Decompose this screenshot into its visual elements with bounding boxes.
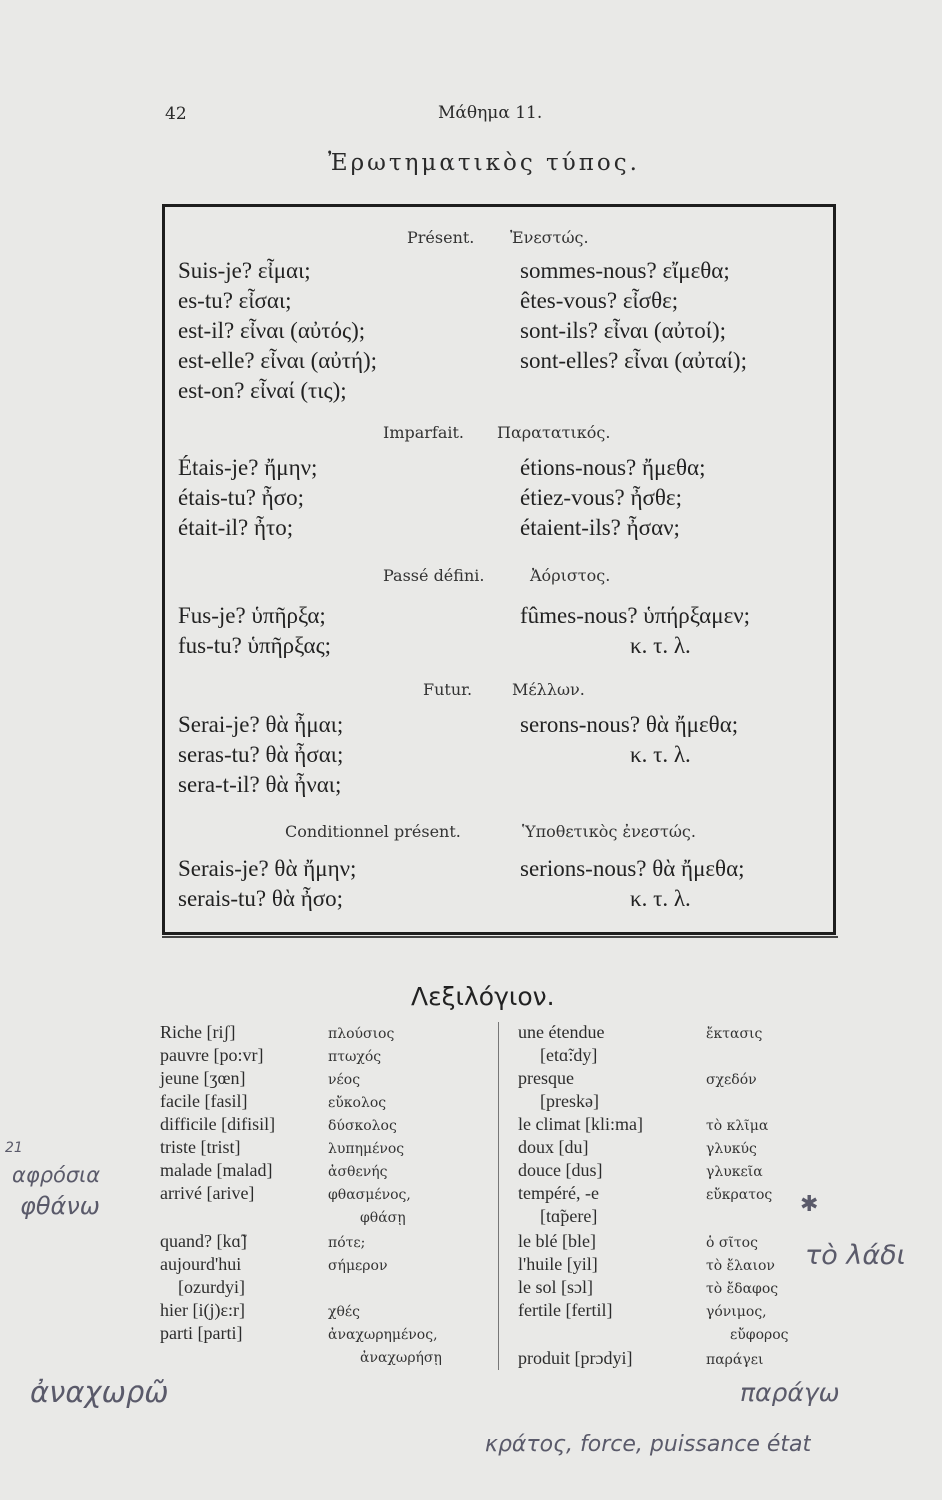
page-number: 42 bbox=[165, 104, 187, 124]
vocab-left-fr-3: jeune [ʒœn] bbox=[160, 1068, 246, 1088]
conditional-right-2: κ. τ. λ. bbox=[630, 886, 691, 911]
passe-heading-gr: Ἀόριστος. bbox=[530, 566, 611, 585]
vocab-right-gr-2: σχεδόν bbox=[706, 1072, 757, 1088]
handwritten-note-left-2: φθάνω bbox=[20, 1192, 100, 1220]
vocab-right-gr-7: ὁ σῖτος bbox=[706, 1235, 758, 1251]
future-left-3: sera-t-il? θὰ ἦναι; bbox=[178, 772, 342, 797]
page-subtitle: Ἐρωτηματικὸς τύπος. bbox=[328, 150, 640, 176]
vocab-right-fr-2: [etɑ̃:dy] bbox=[540, 1045, 598, 1065]
vocabulary-divider bbox=[498, 1022, 499, 1370]
imperfect-heading-fr: Imparfait. bbox=[383, 423, 465, 442]
vocab-left-fr-6: triste [trist] bbox=[160, 1137, 241, 1157]
handwritten-note-bottom: κράτος, force, puissance état bbox=[485, 1432, 812, 1457]
future-left-1: Serai-je? θὰ ἦμαι; bbox=[178, 712, 344, 737]
vocab-left-gr-7: ἀσθενής bbox=[328, 1164, 388, 1180]
vocab-left-fr-4: facile [fasil] bbox=[160, 1091, 248, 1111]
future-right-2: κ. τ. λ. bbox=[630, 742, 691, 767]
vocab-left-fr-8: arrivé [arive] bbox=[160, 1183, 255, 1203]
future-heading-fr: Futur. bbox=[423, 680, 473, 699]
present-right-4: sont-elles? εἶναι (αὐταί); bbox=[520, 348, 747, 373]
vocab-right-fr-10: le blé [ble] bbox=[518, 1231, 596, 1251]
lesson-title: Μάθημα 11. bbox=[438, 103, 543, 123]
vocab-right-gr-10: γόνιμος, bbox=[706, 1304, 767, 1320]
conditional-left-2: serais-tu? θὰ ἦσο; bbox=[178, 886, 344, 911]
passe-right-2: κ. τ. λ. bbox=[630, 633, 691, 658]
vocab-left-gr-11: σήμερον bbox=[328, 1258, 388, 1274]
vocab-left-gr-6: λυπημένος bbox=[328, 1141, 405, 1157]
vocab-right-fr-6: doux [du] bbox=[518, 1137, 589, 1157]
vocab-left-gr-8: φθασμένος, bbox=[328, 1187, 411, 1203]
vocab-right-fr-8: tempéré, -e bbox=[518, 1183, 599, 1203]
imperfect-left-2: étais-tu? ἦσο; bbox=[178, 485, 304, 510]
present-left-5: est-on? εἶναί (τις); bbox=[178, 378, 347, 403]
vocab-left-gr-2: πτωχός bbox=[328, 1049, 382, 1065]
present-left-1: Suis-je? εἶμαι; bbox=[178, 258, 311, 283]
vocab-left-fr-5: difficile [difisil] bbox=[160, 1114, 276, 1134]
conditional-right-1: serions-nous? θὰ ἤμεθα; bbox=[520, 856, 745, 881]
vocab-left-fr-13: parti [parti] bbox=[160, 1323, 243, 1343]
conditional-left-1: Serais-je? θὰ ἤμην; bbox=[178, 856, 357, 881]
vocab-right-gr-9: τὸ ἔδαφος bbox=[706, 1281, 779, 1297]
vocab-left-fr-12: hier [i(j)ɛ:r] bbox=[160, 1300, 246, 1320]
vocab-left-fr-7: malade [malad] bbox=[160, 1160, 273, 1180]
vocab-right-fr-11: l'huile [yil] bbox=[518, 1254, 598, 1274]
vocab-left-gr-3: νέος bbox=[328, 1072, 361, 1088]
future-left-2: seras-tu? θὰ ἦσαι; bbox=[178, 742, 344, 767]
passe-right-1: fûmes-nous? ὑπήρξαμεν; bbox=[520, 603, 751, 628]
present-heading-gr: Ἐνεστώς. bbox=[510, 228, 589, 247]
vocab-left-gr-14: ἀναχωρήσῃ bbox=[360, 1350, 442, 1366]
vocab-left-gr-5: δύσκολος bbox=[328, 1118, 397, 1134]
handwritten-note-right-1: τὸ λάδι bbox=[805, 1240, 906, 1271]
handwritten-number: 21 bbox=[5, 1140, 23, 1156]
imperfect-right-1: étions-nous? ἤμεθα; bbox=[520, 455, 706, 480]
vocab-left-gr-4: εὔκολος bbox=[328, 1095, 387, 1111]
vocab-right-gr-6: εὔκρατος bbox=[706, 1187, 773, 1203]
present-left-4: est-elle? εἶναι (αὐτή); bbox=[178, 348, 378, 373]
present-left-3: est-il? εἶναι (αὐτός); bbox=[178, 318, 366, 343]
vocab-right-fr-1: une étendue bbox=[518, 1022, 605, 1042]
passe-heading-fr: Passé défini. bbox=[383, 566, 485, 585]
present-right-2: êtes-vous? εἶσθε; bbox=[520, 288, 679, 313]
imperfect-left-1: Étais-je? ἤμην; bbox=[178, 455, 318, 480]
vocab-right-fr-13: fertile [fertil] bbox=[518, 1300, 613, 1320]
handwritten-note-left-1: αφρόσια bbox=[12, 1163, 101, 1187]
vocab-left-fr-11: [ozurdyi] bbox=[178, 1277, 245, 1297]
handwritten-note-left-3: ἀναχωρῶ bbox=[30, 1375, 169, 1409]
table-bottom-rule bbox=[162, 936, 838, 938]
vocab-right-gr-3: τὸ κλῖμα bbox=[706, 1118, 769, 1134]
vocab-right-fr-4: [preskə] bbox=[540, 1091, 599, 1111]
future-right-1: serons-nous? θὰ ἤμεθα; bbox=[520, 712, 739, 737]
vocab-right-fr-7: douce [dus] bbox=[518, 1160, 603, 1180]
handwritten-note-right-2: παράγω bbox=[740, 1378, 840, 1407]
passe-left-2: fus-tu? ὑπῆρξας; bbox=[178, 633, 332, 658]
vocab-left-fr-10: aujourd'hui bbox=[160, 1254, 242, 1274]
vocab-left-fr-2: pauvre [po:vr] bbox=[160, 1045, 264, 1065]
vocab-right-gr-1: ἔκτασις bbox=[706, 1026, 763, 1042]
vocab-right-gr-11: εὔφορος bbox=[730, 1327, 789, 1343]
vocab-right-gr-12: παράγει bbox=[706, 1352, 764, 1368]
vocab-left-gr-13: ἀναχωρημένος, bbox=[328, 1327, 438, 1343]
vocab-right-fr-9: [tɑ̃pere] bbox=[540, 1206, 598, 1226]
present-heading-fr: Présent. bbox=[407, 228, 475, 247]
vocab-right-fr-14: produit [prɔdyi] bbox=[518, 1348, 633, 1368]
vocab-right-gr-4: γλυκύς bbox=[706, 1141, 757, 1157]
imperfect-left-3: était-il? ἦτο; bbox=[178, 515, 294, 540]
vocab-right-gr-8: τὸ ἔλαιον bbox=[706, 1258, 775, 1274]
future-heading-gr: Μέλλων. bbox=[512, 680, 585, 699]
present-right-1: sommes-nous? εἴμεθα; bbox=[520, 258, 730, 283]
conditional-heading-gr: Ὑποθετικὸς ἐνεστώς. bbox=[522, 822, 696, 841]
passe-left-1: Fus-je? ὑπῆρξα; bbox=[178, 603, 326, 628]
vocabulary-title: Λεξιλόγιον. bbox=[411, 982, 555, 1011]
present-right-3: sont-ils? εἶναι (αὐτοί); bbox=[520, 318, 727, 343]
imperfect-right-3: étaient-ils? ἦσαν; bbox=[520, 515, 680, 540]
vocab-right-fr-12: le sol [sɔl] bbox=[518, 1277, 593, 1297]
present-left-2: es-tu? εἶσαι; bbox=[178, 288, 292, 313]
vocab-left-fr-9: quand? [kɑ̃] bbox=[160, 1231, 247, 1251]
vocab-right-gr-5: γλυκεῖα bbox=[706, 1164, 763, 1180]
vocab-left-gr-10: πότε; bbox=[328, 1235, 366, 1251]
vocab-left-fr-1: Riche [riʃ] bbox=[160, 1022, 236, 1042]
handwritten-asterisk: ✱ bbox=[800, 1192, 819, 1217]
imperfect-right-2: étiez-vous? ἦσθε; bbox=[520, 485, 682, 510]
conditional-heading-fr: Conditionnel présent. bbox=[285, 822, 461, 841]
vocab-left-gr-9: φθάσῃ bbox=[360, 1210, 406, 1226]
vocab-left-gr-1: πλούσιος bbox=[328, 1026, 395, 1042]
vocab-right-fr-5: le climat [kli:ma] bbox=[518, 1114, 643, 1134]
imperfect-heading-gr: Παρατατικός. bbox=[497, 423, 611, 442]
vocab-left-gr-12: χθές bbox=[328, 1304, 361, 1320]
vocab-right-fr-3: presque bbox=[518, 1068, 574, 1088]
